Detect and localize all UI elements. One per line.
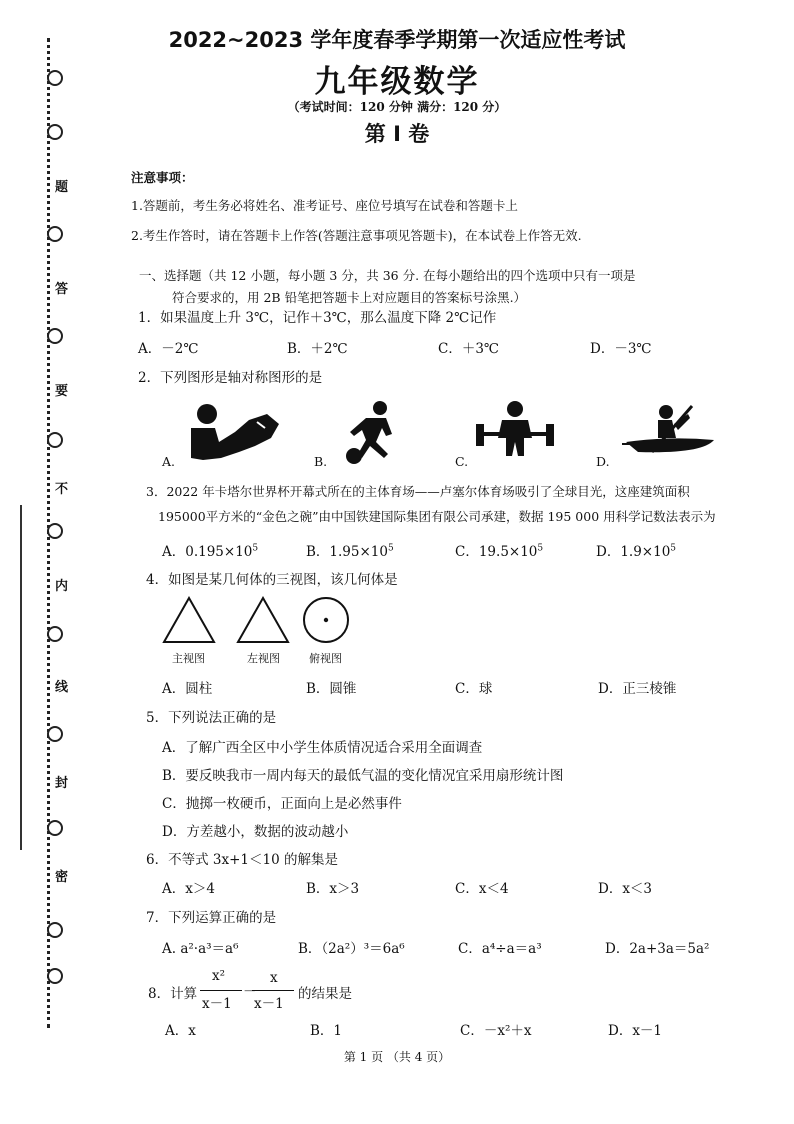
question-3-stem-line1: 3．2022 年卡塔尔世界杯开幕式所在的主体育场——卢塞尔体育场吸引了全球目光，这座建筑面积 <box>146 484 690 499</box>
exam-info: （考试时间：120 分钟 满分：120 分） <box>287 100 507 114</box>
margin-circle-icon <box>47 626 63 642</box>
option-value: 19.5×10 <box>478 544 538 560</box>
figure-label-c: C. <box>455 454 469 469</box>
section-heading-cont: 符合要求的，用 2B 铅笔把答题卡上对应题目的答案标号涂黑.） <box>172 290 527 305</box>
option-a: A．x <box>165 1023 196 1039</box>
section-heading: 一、选择题（共 12 小题，每小题 3 分，共 36 分. 在每小题给出的四个选项中只有一项是 <box>139 268 636 283</box>
margin-circle-icon <box>47 432 63 448</box>
question-7-stem: 7．下列运算正确的是 <box>146 910 277 926</box>
top-view-circle-icon <box>300 596 352 644</box>
front-view-triangle-icon <box>162 596 216 644</box>
question-8-suffix: 的结果是 <box>298 986 352 1002</box>
option-d: D．2a+3a＝5a² <box>605 941 710 957</box>
option-b: B．（2a²）³＝6a⁶ <box>298 941 405 957</box>
option-a <box>162 540 258 560</box>
option-label: A． <box>162 544 186 560</box>
caption-top-view: 俯视图 <box>309 652 342 665</box>
option-label: B． <box>306 544 330 560</box>
option-b: B．圆锥 <box>306 681 357 697</box>
option-c: C．＋3℃ <box>438 341 500 357</box>
option-c <box>455 540 543 560</box>
option-b: B．1 <box>310 1023 343 1039</box>
margin-char: 密 <box>55 870 69 885</box>
option-a: A．圆柱 <box>162 681 213 697</box>
question-4-stem: 4．如图是某几何体的三视图，该几何体是 <box>146 572 398 588</box>
option-a: A．－2℃ <box>138 341 199 357</box>
margin-circle-icon <box>47 922 63 938</box>
option-b: B．要反映我市一周内每天的最低气温的变化情况宜采用扇形统计图 <box>162 768 564 784</box>
notice-item: 1.答题前，考生务必将姓名、准考证号、座位号填写在试卷和答题卡上 <box>131 198 518 213</box>
minus-sign: － <box>243 984 257 1000</box>
option-b: B．x＞3 <box>306 881 360 897</box>
margin-char: 题 <box>55 180 69 195</box>
question-1-stem: 1．如果温度上升 3℃，记作＋3℃，那么温度下降 2℃记作 <box>138 310 497 326</box>
fraction-1-bar <box>200 990 242 991</box>
option-c: C．a⁴÷a＝a³ <box>458 941 542 957</box>
option-d: D．－3℃ <box>590 341 652 357</box>
sport-figure-d-icon <box>622 404 718 460</box>
fraction-1-denominator: x－1 <box>202 996 232 1012</box>
option-value: 1.95×10 <box>329 544 388 560</box>
margin-char: 要 <box>55 384 69 399</box>
question-8-stem <box>148 968 408 1012</box>
sport-figure-c-icon <box>472 400 558 464</box>
page-footer: 第 1 页 （共 4 页） <box>343 1050 451 1064</box>
option-value: 0.195×10 <box>185 544 253 560</box>
option-a: A. a²·a³＝a⁶ <box>162 941 239 957</box>
margin-char: 封 <box>55 776 69 791</box>
question-6-stem: 6．不等式 3x+1＜10 的解集是 <box>146 852 338 868</box>
option-c: C．x＜4 <box>455 881 509 897</box>
margin-circle-icon <box>47 328 63 344</box>
exponent: 5 <box>387 543 394 554</box>
option-a: A．x＞4 <box>162 881 215 897</box>
option-c: C．－x²＋x <box>460 1023 532 1039</box>
exam-title: 2022~2023 学年度春季学期第一次适应性考试 <box>168 28 626 52</box>
margin-circle-icon <box>47 968 63 984</box>
question-8-prefix: 8．计算 <box>148 986 198 1002</box>
caption-front-view: 主视图 <box>172 652 205 665</box>
volume-title: 第 I 卷 <box>364 122 430 146</box>
sport-figure-b-icon <box>340 400 410 466</box>
notice-heading: 注意事项： <box>131 170 194 185</box>
margin-char: 不 <box>55 482 69 497</box>
fraction-2-bar <box>252 990 294 991</box>
option-b: B．＋2℃ <box>287 341 348 357</box>
caption-side-view: 左视图 <box>247 652 280 665</box>
sport-figure-a-icon <box>185 402 285 464</box>
option-label: D． <box>596 544 621 560</box>
option-d: D．正三棱锥 <box>598 681 677 697</box>
binding-edge-line <box>20 505 22 850</box>
margin-char: 答 <box>55 282 69 297</box>
figure-label-d: D. <box>596 454 610 469</box>
option-label: C． <box>455 544 479 560</box>
margin-char: 线 <box>55 680 69 695</box>
option-c: C．抛掷一枚硬币，正面向上是必然事件 <box>162 796 402 812</box>
notice-item: 2.考生作答时，请在答题卡上作答(答题注意事项见答题卡)，在本试卷上作答无效. <box>131 228 582 243</box>
option-d: D．x＜3 <box>598 881 653 897</box>
margin-circle-icon <box>47 226 63 242</box>
fraction-2-numerator: x <box>270 970 278 986</box>
exponent: 5 <box>537 543 544 554</box>
figure-label-b: B. <box>314 454 328 469</box>
option-c: C．球 <box>455 681 493 697</box>
question-3-stem-line2: 195000平方米的“金色之碗”由中国铁建国际集团有限公司承建，数据 195 000 用科学记数法表示为 <box>158 509 716 524</box>
option-b <box>306 540 394 560</box>
question-2-stem: 2．下列图形是轴对称图形的是 <box>138 370 323 386</box>
fraction-2-denominator: x－1 <box>254 996 284 1012</box>
option-value: 1.9×10 <box>620 544 671 560</box>
fraction-1-numerator: x² <box>212 968 226 984</box>
margin-char: 内 <box>55 579 69 594</box>
option-a: A．了解广西全区中小学生体质情况适合采用全面调查 <box>162 740 483 756</box>
margin-circle-icon <box>47 820 63 836</box>
subject-title: 九年级数学 <box>314 64 480 100</box>
figure-label-a: A. <box>162 454 176 469</box>
option-d: D．方差越小，数据的波动越小 <box>162 824 349 840</box>
question-5-stem: 5．下列说法正确的是 <box>146 710 277 726</box>
side-view-triangle-icon <box>236 596 290 644</box>
option-d: D．x－1 <box>608 1023 663 1039</box>
option-d <box>596 540 676 560</box>
margin-circle-icon <box>47 523 63 539</box>
margin-circle-icon <box>47 726 63 742</box>
exponent: 5 <box>670 543 677 554</box>
exponent: 5 <box>252 543 259 554</box>
